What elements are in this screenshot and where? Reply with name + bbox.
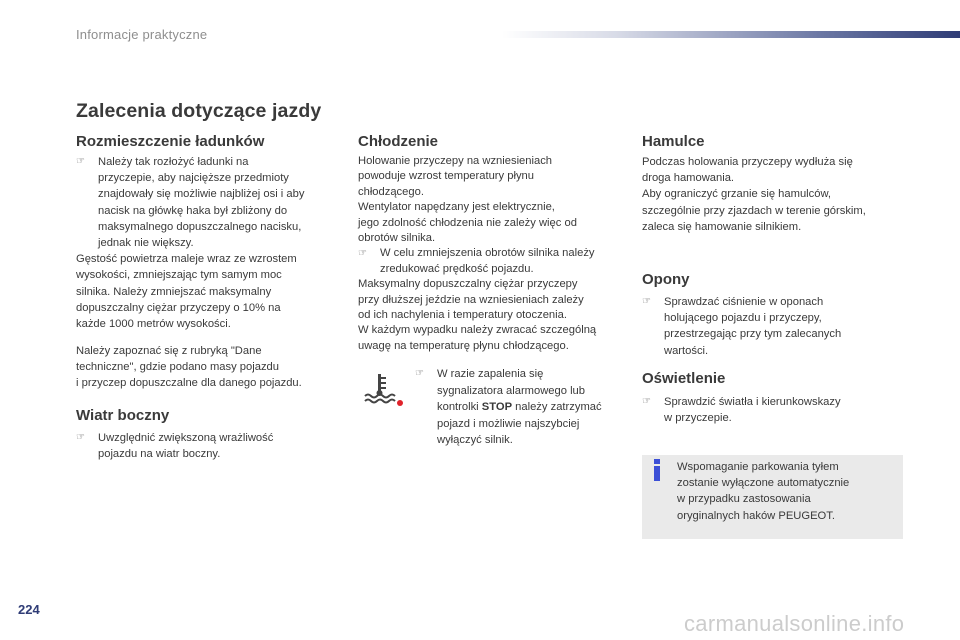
info-icon bbox=[650, 458, 664, 482]
header-gradient-bar bbox=[502, 31, 960, 38]
heading-loads: Rozmieszczenie ładunków bbox=[76, 133, 265, 150]
coolant-temperature-warning-icon bbox=[361, 371, 405, 407]
heading-cooling: Chłodzenie bbox=[358, 133, 439, 150]
pointing-finger-icon: ☞ bbox=[415, 368, 424, 379]
crosswind-text bbox=[76, 430, 341, 462]
tyres-bullet: ☞ Sprawdzać ciśnienie w oponach holującego pojazdu i przyczepy, przestrzegając przy tym zalecanych wartości. bbox=[642, 296, 842, 357]
cooling-text: Holowanie przyczepy na wzniesieniach powoduje wzrost temperatury płynu chłodzącego. Wentylator napędzany jest elektrycznie, jego zdolność chłodzenia nie zależy więc od obrotów silnika. ☞ W celu zmniejszenia obrotów silnika należy zredukować prędkość pojazdu. Maksymalny dopuszczalny ciężar przyczepy przy dłuższej jeździe na wzniesieniach zależy od ich nachylenia i temperatury otoczenia. W każdym wypadku należy zwracać szczególną uwagę na temperaturę płynu chłodzącego. bbox=[358, 154, 633, 354]
loads-text: ☞ Należy tak rozłożyć ładunki na przyczepie, aby najcięższe przedmioty znajdowały się możliwie najbliżej osi i aby nacisk na główkę haka był zbliżony do maksymalnego dopuszczalnego nacisku, jednak nie większy. Gęstość powietrza maleje wraz ze wzrostem wysokości, zmniejszając tym samym moc silnika. Należy zmniejszać maksymalny dopuszczalny ciężar przyczepy o 10% na każde 1000 metrów wysokości. bbox=[76, 154, 341, 332]
lighting-text bbox=[642, 394, 912, 426]
tyres-text bbox=[642, 294, 912, 359]
pointing-finger-icon: ☞ bbox=[642, 396, 651, 407]
loads-bullet: ☞ Należy tak rozłożyć ładunki na przyczepie, aby najcięższe przedmioty znajdowały się możliwie najbliżej osi i aby nacisk na główkę haka był zbliżony do maksymalnego dopuszczalnego nacisku, jednak nie większy. bbox=[76, 156, 305, 250]
watermark: carmanualsonline.info bbox=[684, 611, 905, 636]
cooling-warning-bullet: ☞ W razie zapalenia się sygnalizatora alarmowego lub kontrolki STOP należy zatrzymać pojazd i możliwie najszybciej wyłączyć silnik. bbox=[415, 368, 602, 447]
cooling-warning-text bbox=[415, 366, 637, 449]
page-number: 224 bbox=[18, 602, 40, 617]
stop-label: STOP bbox=[481, 401, 513, 414]
info-box-text: Wspomaganie parkowania tyłem zostanie wyłączone automatycznie w przypadku zastosowania oryginalnych haków PEUGEOT. bbox=[677, 461, 850, 522]
pointing-finger-icon: ☞ bbox=[642, 296, 651, 307]
page-title: Zalecenia dotyczące jazdy bbox=[76, 100, 322, 122]
heading-brakes: Hamulce bbox=[642, 133, 705, 150]
heading-lighting: Oświetlenie bbox=[642, 370, 726, 387]
heading-crosswind: Wiatr boczny bbox=[76, 407, 170, 424]
pointing-finger-icon: ☞ bbox=[76, 432, 85, 443]
cooling-bullet: ☞ W celu zmniejszenia obrotów silnika należy zredukować prędkość pojazdu. bbox=[358, 247, 595, 275]
pointing-finger-icon: ☞ bbox=[358, 248, 367, 260]
heading-tyres: Opony bbox=[642, 271, 690, 288]
brakes-text: Podczas holowania przyczepy wydłuża się droga hamowania. Aby ograniczyć grzanie się hamulców, szczególnie przy zjazdach w terenie górskim, zaleca się hamowanie silnikiem. bbox=[642, 156, 866, 233]
loads-tech-data-note: Należy zapoznać się z rubryką "Dane techniczne", gdzie podano masy pojazdu i przyczep dopuszczalne dla danego pojazdu. bbox=[76, 345, 302, 390]
lighting-bullet: ☞ Sprawdzić światła i kierunkowskazy w przyczepie. bbox=[642, 396, 841, 425]
section-header-title: Informacje praktyczne bbox=[76, 27, 208, 42]
crosswind-bullet: ☞ Uwzględnić zwiększoną wrażliwość pojazdu na wiatr boczny. bbox=[76, 432, 274, 461]
pointing-finger-icon: ☞ bbox=[76, 156, 85, 167]
